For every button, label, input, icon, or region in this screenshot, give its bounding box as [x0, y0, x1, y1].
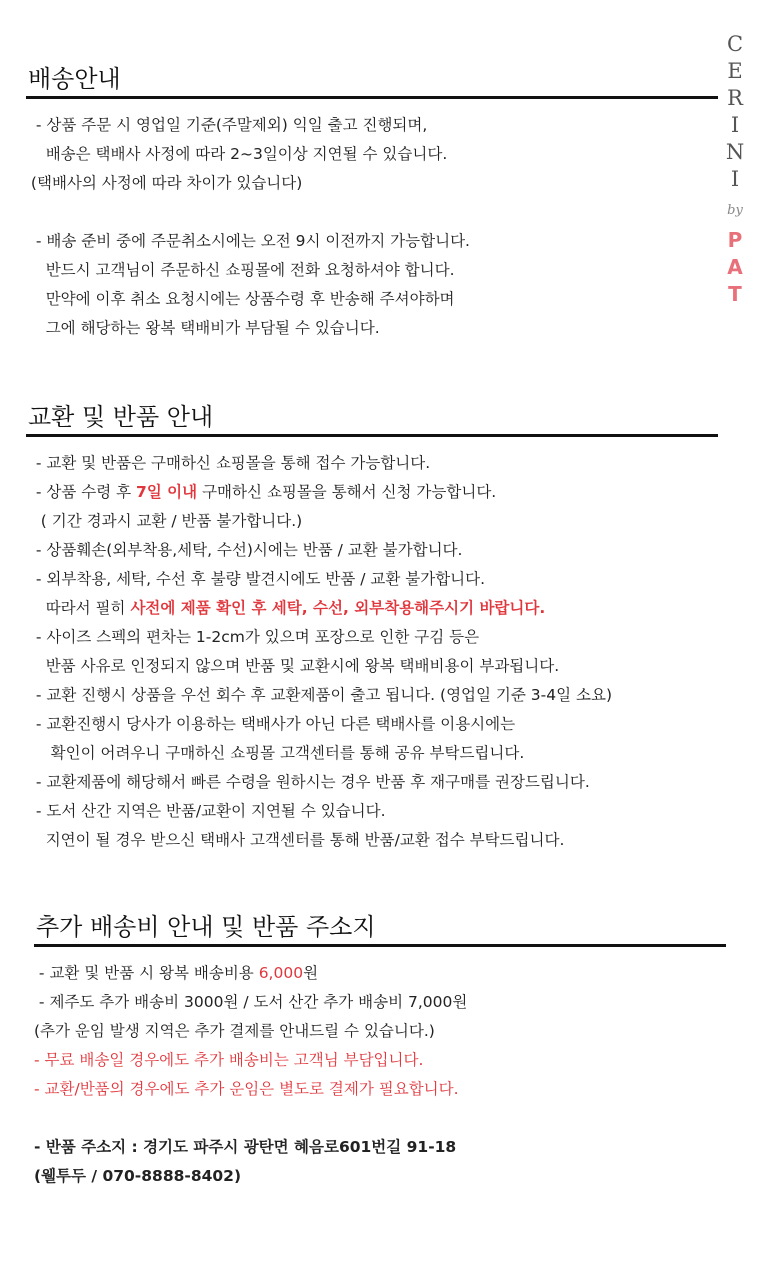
- line-text: 그에 해당하는 왕복 택배비가 부담될 수 있습니다.: [26, 319, 380, 337]
- text-line: [26, 256, 718, 285]
- brand-letter: I: [730, 167, 740, 191]
- brand-letter: R: [727, 86, 743, 110]
- line-text: - 외부착용, 세탁, 수선 후 불량 발견시에도 반품 / 교환 불가합니다.: [26, 570, 486, 588]
- section-body: [26, 449, 718, 855]
- line-text: 만약에 이후 취소 요청시에는 상품수령 후 반송해 주셔야하며: [26, 290, 455, 308]
- line-text: 따라서 필히: [26, 599, 131, 617]
- line-text: 배송은 택배사 사정에 따라 2~3일이상 지연될 수 있습니다.: [26, 145, 448, 163]
- brand-letter: A: [727, 255, 743, 279]
- text-line: [34, 1017, 726, 1046]
- text-line: [26, 140, 718, 169]
- text-line: [34, 988, 726, 1017]
- section-title: 배송안내: [26, 62, 718, 99]
- highlight-text: 사전에 제품 확인 후 세탁, 수선, 외부착용해주시기 바랍니다.: [130, 599, 546, 617]
- text-line: [34, 1046, 726, 1075]
- section-body: [34, 959, 726, 1191]
- line-text: - 사이즈 스펙의 편차는 1-2cm가 있으며 포장으로 인한 구김 등은: [26, 628, 480, 646]
- text-line: [26, 681, 718, 710]
- line-text: - 상품 주문 시 영업일 기준(주말제외) 익일 출고 진행되며,: [26, 116, 428, 134]
- brand-letter: P: [727, 228, 743, 252]
- text-line: [26, 285, 718, 314]
- text-line: [26, 710, 718, 739]
- line-text: ( 기간 경과시 교환 / 반품 불가합니다.): [26, 512, 303, 530]
- section-body: [26, 111, 718, 343]
- text-line: [34, 1075, 726, 1104]
- text-line: [26, 797, 718, 826]
- line-text: - 배송 준비 중에 주문취소시에는 오전 9시 이전까지 가능합니다.: [26, 232, 470, 250]
- brand-letter: I: [730, 113, 740, 137]
- text-line: [34, 959, 726, 988]
- section-exchange-return: [26, 400, 718, 855]
- text-line: [26, 623, 718, 652]
- line-text: - 교환진행시 당사가 이용하는 택배사가 아닌 다른 택배사를 이용시에는: [26, 715, 516, 733]
- line-text: - 상품 수령 후: [26, 483, 137, 501]
- line-text: 구매하신 쇼핑몰을 통해서 신청 가능합니다.: [197, 483, 497, 501]
- text-line: [26, 826, 718, 855]
- highlight-text: - 반품 주소지 : 경기도 파주시 광탄면 혜음로601번길 91-18: [34, 1138, 457, 1156]
- highlight-text: - 교환/반품의 경우에도 추가 운임은 별도로 결제가 필요합니다.: [34, 1080, 459, 1098]
- line-text: - 제주도 추가 배송비 3000원 / 도서 산간 추가 배송비 7,000원: [34, 993, 468, 1011]
- text-line: [26, 565, 718, 594]
- line-text: 확인이 어려우니 구매하신 쇼핑몰 고객센터를 통해 공유 부탁드립니다.: [26, 744, 525, 762]
- text-line: [26, 198, 718, 227]
- line-text: 원: [303, 964, 319, 982]
- line-text: (추가 운임 발생 지역은 추가 결제를 안내드릴 수 있습니다.): [34, 1022, 435, 1040]
- text-line: [26, 507, 718, 536]
- line-text: 지연이 될 경우 받으신 택배사 고객센터를 통해 반품/교환 접수 부탁드립니다.: [26, 831, 565, 849]
- brand-letter: C: [726, 32, 744, 56]
- text-line: [26, 111, 718, 140]
- text-line: [26, 227, 718, 256]
- text-line: [26, 768, 718, 797]
- section-extra-fee-address: [34, 910, 726, 1191]
- line-text: 반품 사유로 인정되지 않으며 반품 및 교환시에 왕복 택배비용이 부과됩니다.: [26, 657, 560, 675]
- highlight-text: (웰투두 / 070-8888-8402): [34, 1167, 242, 1185]
- line-text: - 교환제품에 해당해서 빠른 수령을 원하시는 경우 반품 후 재구매를 권장드립니다.: [26, 773, 590, 791]
- text-line: [34, 1162, 726, 1191]
- brand-letter: T: [728, 282, 742, 306]
- line-text: (택배사의 사정에 따라 차이가 있습니다): [26, 174, 303, 192]
- text-line: [26, 314, 718, 343]
- brand-letter: E: [727, 59, 743, 83]
- brand-logo: [722, 34, 748, 311]
- highlight-text: 7일 이내: [136, 483, 198, 501]
- highlight-text: 6,000: [258, 964, 304, 982]
- text-line: [26, 652, 718, 681]
- line-text: - 교환 및 반품 시 왕복 배송비용: [34, 964, 259, 982]
- brand-by: by: [727, 203, 743, 218]
- text-line: [26, 536, 718, 565]
- text-line: [26, 594, 718, 623]
- text-line: [26, 449, 718, 478]
- brand-letter: N: [725, 140, 745, 164]
- text-line: [26, 739, 718, 768]
- text-line: [34, 1133, 726, 1162]
- text-line: [26, 478, 718, 507]
- section-title: 교환 및 반품 안내: [26, 400, 718, 437]
- line-text: - 상품훼손(외부착용,세탁, 수선)시에는 반품 / 교환 불가합니다.: [26, 541, 463, 559]
- line-text: - 교환 진행시 상품을 우선 회수 후 교환제품이 출고 됩니다. (영업일 기준 3-4일 소요): [26, 686, 613, 704]
- line-text: 반드시 고객님이 주문하신 쇼핑몰에 전화 요청하셔야 합니다.: [26, 261, 455, 279]
- line-text: - 도서 산간 지역은 반품/교환이 지연될 수 있습니다.: [26, 802, 386, 820]
- highlight-text: - 무료 배송일 경우에도 추가 배송비는 고객님 부담입니다.: [34, 1051, 424, 1069]
- text-line: [34, 1104, 726, 1133]
- text-line: [26, 169, 718, 198]
- line-text: - 교환 및 반품은 구매하신 쇼핑몰을 통해 접수 가능합니다.: [26, 454, 431, 472]
- section-shipping: [26, 62, 718, 343]
- section-title: 추가 배송비 안내 및 반품 주소지: [34, 910, 726, 947]
